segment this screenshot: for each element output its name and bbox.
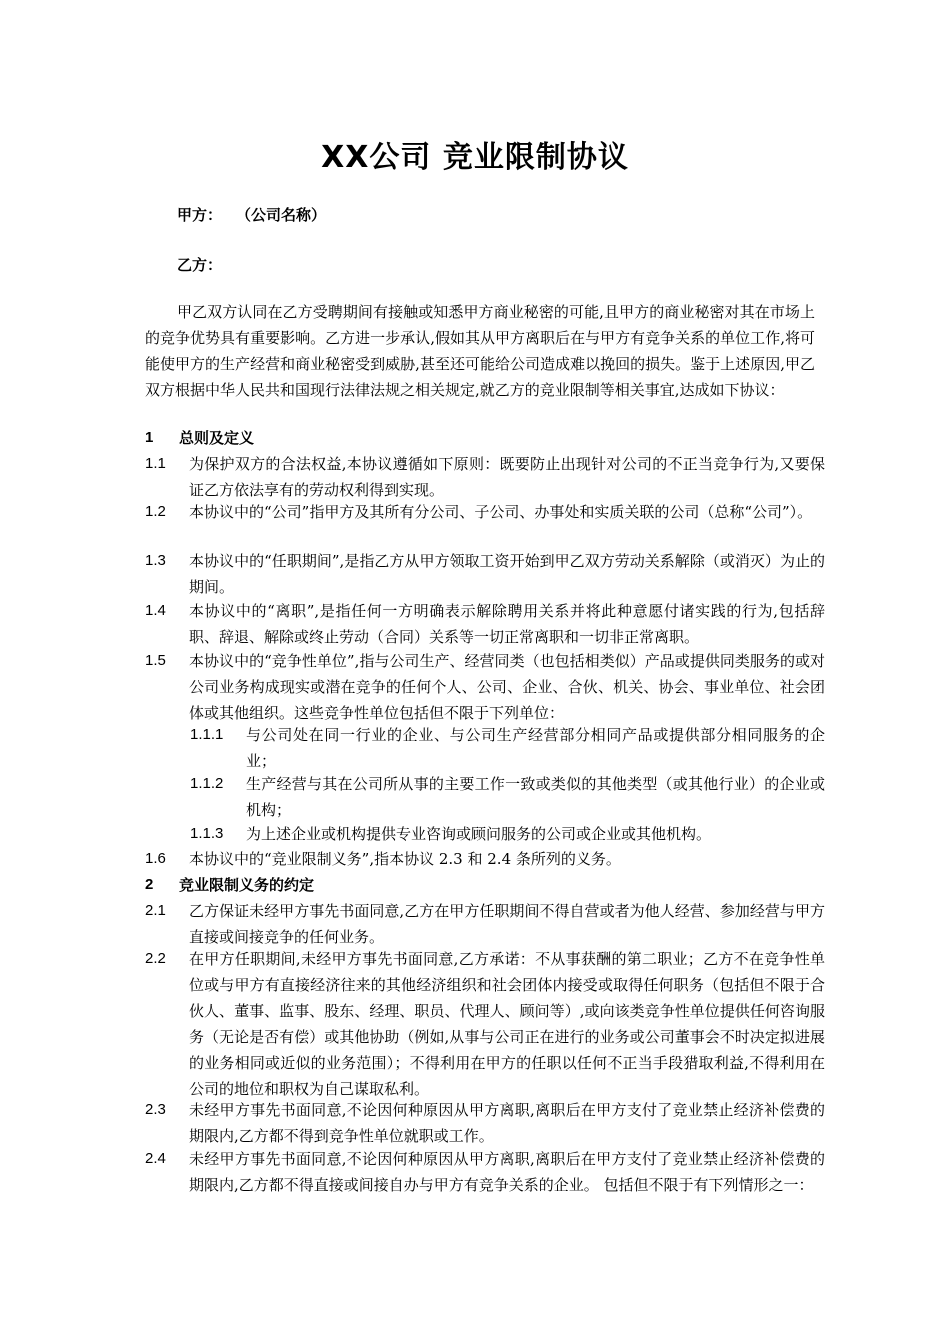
section-heading bbox=[145, 872, 825, 898]
sub-clause-number: 1.1.3 bbox=[190, 825, 224, 842]
party-a-value: （公司名称） bbox=[236, 206, 327, 224]
section-heading bbox=[145, 425, 825, 451]
clause-text: 在甲方任职期间,未经甲方事先书面同意,乙方承诺：不从事获酬的第二职业；乙方不在竞争性单位或与甲方有直接经济往来的其他经济组织和社会团体内接受或取得任何职务（包括但不限于合伙人、董事、监事、股东、经理、职员、代理人、顾问等）,或向该类竞争性单位提供任何咨询服务（无论是否有偿）或其他协助（例如,从事与公司正在进行的业务或公司董事会不时决定拟进展的业务相同或近似的业务范围）；不得利用在甲方的任职以任何不正当手段猎取利益,不得利用在公司的地位和职权为自己谋取私利。 bbox=[189, 950, 825, 1098]
clause-text: 本协议中的“任职期间”,是指乙方从甲方领取工资开始到甲乙双方劳动关系解除（或消灭）为止的期间。 bbox=[189, 552, 825, 596]
clause-number: 1.3 bbox=[145, 552, 166, 569]
clause bbox=[145, 946, 825, 1102]
clause-text: 本协议中的“离职”,是指任何一方明确表示解除聘用关系并将此种意愿付诸实践的行为,包括辞职、辞退、解除或终止劳动（合同）关系等一切正常离职和一切非正常离职。 bbox=[189, 602, 825, 646]
clause-number: 2.2 bbox=[145, 950, 166, 967]
clause bbox=[145, 648, 825, 726]
party-b-label: 乙方： bbox=[177, 256, 223, 274]
party-b bbox=[177, 254, 222, 275]
section-number: 2 bbox=[145, 876, 154, 893]
clause-text: 乙方保证未经甲方事先书面同意,乙方在甲方任职期间不得自营或者为他人经营、参加经营与甲方直接或间接竞争的任何业务。 bbox=[189, 902, 825, 946]
sub-clause-text: 与公司处在同一行业的企业、与公司生产经营部分相同产品或提供部分相同服务的企业； bbox=[246, 726, 825, 770]
party-a-label: 甲方： bbox=[177, 206, 223, 224]
clause-number: 1.6 bbox=[145, 850, 166, 867]
sub-clause bbox=[145, 771, 825, 823]
clause-text: 为保护双方的合法权益,本协议遵循如下原则：既要防止出现针对公司的不正当竞争行为,又要保证乙方依法享有的劳动权利得到实现。 bbox=[189, 455, 825, 499]
sub-clause-number: 1.1.2 bbox=[190, 775, 224, 792]
clause-text: 本协议中的“竞争性单位”,指与公司生产、经营同类（也包括相类似）产品或提供同类服务的或对公司业务构成现实或潜在竞争的任何个人、公司、企业、合伙、机关、协会、事业单位、社会团体或其他组织。这些竞争性单位包括但不限于下列单位： bbox=[189, 652, 825, 722]
clause bbox=[145, 898, 825, 950]
clause bbox=[145, 1146, 825, 1198]
section-text: 总则及定义 bbox=[179, 429, 255, 447]
clause-number: 1.2 bbox=[145, 503, 166, 520]
clause-number: 1.1 bbox=[145, 455, 166, 472]
clause bbox=[145, 846, 825, 872]
party-a bbox=[177, 204, 326, 225]
section-text: 竞业限制义务的约定 bbox=[179, 876, 315, 894]
sub-clause bbox=[145, 722, 825, 774]
clause bbox=[145, 548, 825, 600]
clause-text: 本协议中的“公司”指甲方及其所有分公司、子公司、办事处和实质关联的公司（总称“公司”）。 bbox=[189, 503, 813, 521]
clause-number: 1.5 bbox=[145, 652, 166, 669]
clause-number: 2.3 bbox=[145, 1101, 166, 1118]
clause bbox=[145, 499, 825, 525]
clause-text: 未经甲方事先书面同意,不论因何种原因从甲方离职,离职后在甲方支付了竞业禁止经济补偿费的期限内,乙方都不得直接或间接自办与甲方有竞争关系的企业。 包括但不限于有下列情形之一： bbox=[189, 1150, 825, 1194]
clause bbox=[145, 451, 825, 503]
clause-number: 2.4 bbox=[145, 1150, 166, 1167]
clause-text: 本协议中的“竞业限制义务”,指本协议 2.3 和 2.4 条所列的义务。 bbox=[189, 850, 621, 868]
sub-clause-text: 为上述企业或机构提供专业咨询或顾问服务的公司或企业或其他机构。 bbox=[246, 825, 712, 843]
clause-number: 2.1 bbox=[145, 902, 166, 919]
clause bbox=[145, 1097, 825, 1149]
clause-number: 1.4 bbox=[145, 602, 166, 619]
intro-paragraph: 甲乙双方认同在乙方受聘期间有接触或知悉甲方商业秘密的可能,且甲方的商业秘密对其在市场上的竞争优势具有重要影响。乙方进一步承认,假如其从甲方离职后在与甲方有竞争关系的单位工作,将可能使甲方的生产经营和商业秘密受到威胁,甚至还可能给公司造成难以挽回的损失。鉴于上述原因,甲乙双方根据中华人民共和国现行法律法规之相关规定,就乙方的竞业限制等相关事宜,达成如下协议： bbox=[145, 303, 815, 399]
clause bbox=[145, 598, 825, 650]
clause-text: 未经甲方事先书面同意,不论因何种原因从甲方离职,离职后在甲方支付了竞业禁止经济补偿费的期限内,乙方都不得到竞争性单位就职或工作。 bbox=[189, 1101, 825, 1145]
sub-clause-number: 1.1.1 bbox=[190, 726, 224, 743]
document-title: XX公司 竞业限制协议 bbox=[321, 140, 629, 175]
section-number: 1 bbox=[145, 429, 154, 446]
sub-clause bbox=[145, 821, 825, 847]
sub-clause-text: 生产经营与其在公司所从事的主要工作一致或类似的其他类型（或其他行业）的企业或机构； bbox=[246, 775, 825, 819]
